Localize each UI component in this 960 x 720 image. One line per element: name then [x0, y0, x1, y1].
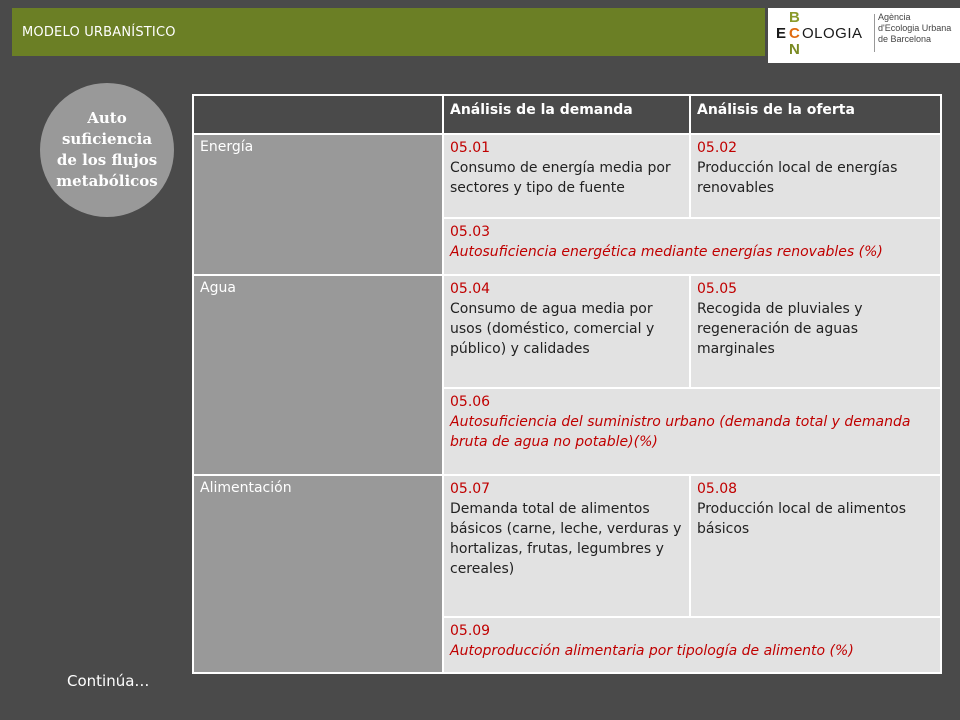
logo-divider: [874, 14, 875, 52]
indicator-05-05: [690, 275, 941, 388]
section-circle-label: Auto suficiencia de los flujos metabólicos: [56, 109, 158, 190]
indicator-code: 05.02: [697, 140, 738, 156]
indicator-code: 05.07: [450, 481, 491, 497]
table-header-empty: [193, 95, 443, 134]
indicator-text: Autosuficiencia del suministro urbano (demanda total y demanda bruta de agua no potable)(%): [450, 414, 911, 450]
header-bar: [12, 8, 765, 56]
logo-bcn-ecologia: [768, 8, 960, 63]
category-alimentacion: Alimentación: [193, 475, 443, 673]
indicator-text: Autosuficiencia energética mediante energías renovables (%): [450, 244, 883, 260]
indicator-05-09: [443, 617, 941, 673]
continue-label: Continúa…: [67, 672, 150, 690]
indicator-text: Demanda total de alimentos básicos (carne, leche, verduras y hortalizas, frutas, legumbres y cereales): [450, 501, 682, 577]
logo-mark: [774, 10, 874, 60]
logo-letter-n: N: [789, 41, 800, 58]
indicator-text: Recogida de pluviales y regeneración de aguas marginales: [697, 301, 863, 357]
table-row: [193, 134, 941, 218]
indicator-code: 05.01: [450, 140, 491, 156]
indicator-text: Autoproducción alimentaria por tipología de alimento (%): [450, 643, 854, 659]
indicator-05-02: [690, 134, 941, 218]
indicator-code: 05.03: [450, 224, 491, 240]
indicator-05-04: [443, 275, 690, 388]
logo-letter-e: E: [776, 25, 787, 42]
indicator-code: 05.06: [450, 394, 491, 410]
indicator-code: 05.05: [697, 281, 738, 297]
indicator-05-08: [690, 475, 941, 617]
table-row: [193, 275, 941, 388]
logo-letter-b: B: [789, 9, 800, 26]
indicator-05-07: [443, 475, 690, 617]
indicator-text: Producción local de alimentos básicos: [697, 501, 906, 537]
table-header-offer: Análisis de la oferta: [690, 95, 941, 134]
indicator-table: [192, 94, 942, 674]
indicator-05-01: [443, 134, 690, 218]
table-header-row: [193, 95, 941, 134]
header-title: MODELO URBANÍSTICO: [22, 25, 176, 40]
indicator-code: 05.04: [450, 281, 491, 297]
section-circle: [40, 83, 174, 217]
indicator-code: 05.08: [697, 481, 738, 497]
logo-letters-ologia: OLOGIA: [802, 25, 863, 42]
indicator-code: 05.09: [450, 623, 491, 639]
logo-letter-c: C: [789, 25, 800, 42]
category-energia: Energía: [193, 134, 443, 275]
indicator-text: Producción local de energías renovables: [697, 160, 898, 196]
logo-agency-name: Agència d'Ecologia Urbana de Barcelona: [878, 12, 952, 44]
category-agua: Agua: [193, 275, 443, 475]
indicator-text: Consumo de agua media por usos (doméstico, comercial y público) y calidades: [450, 301, 655, 357]
indicator-05-06: [443, 388, 941, 475]
indicator-05-03: [443, 218, 941, 275]
indicator-text: Consumo de energía media por sectores y tipo de fuente: [450, 160, 671, 196]
table-header-demand: Análisis de la demanda: [443, 95, 690, 134]
table-row: [193, 475, 941, 617]
